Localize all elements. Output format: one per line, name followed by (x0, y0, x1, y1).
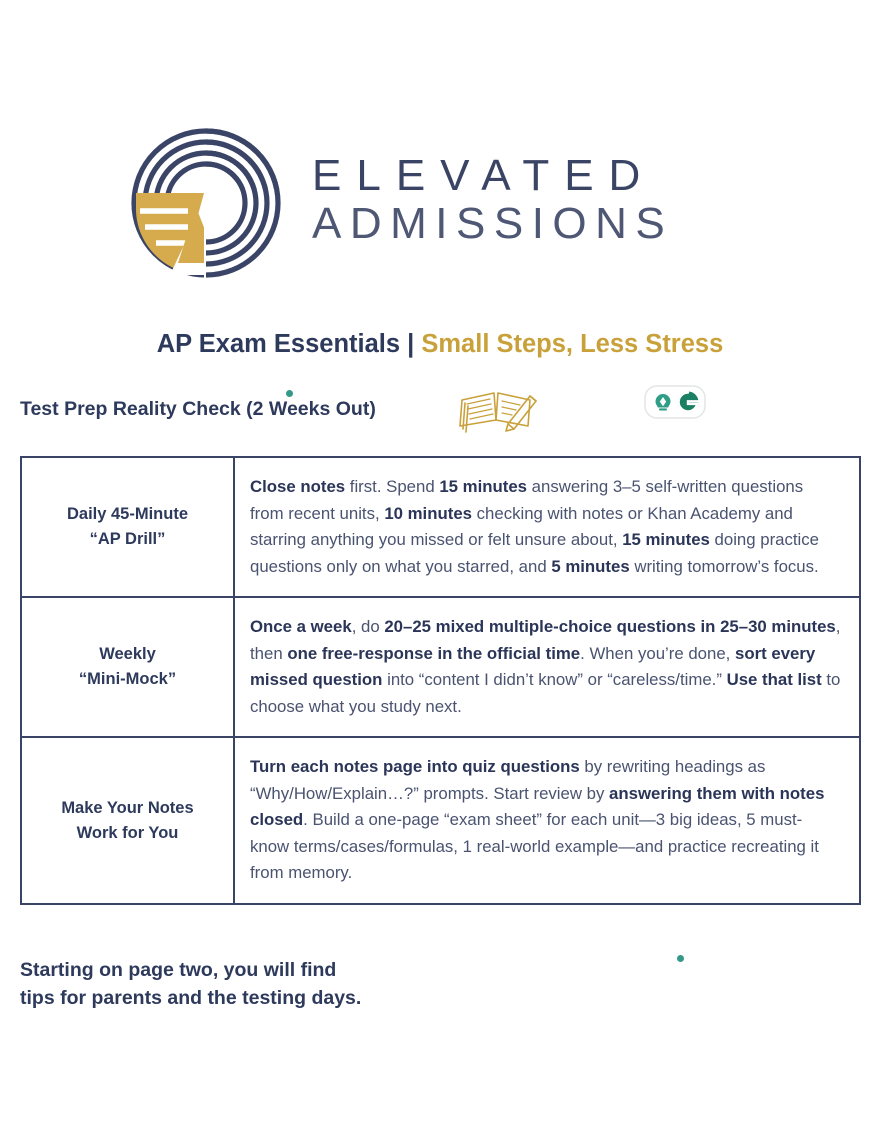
teal-dot-marker (677, 955, 684, 962)
table-row (22, 458, 859, 598)
wordmark-elevated: ELEVATED (312, 150, 656, 200)
brand-logo (126, 118, 766, 288)
table-row-label-line1: Daily 45-Minute (66, 505, 189, 524)
open-book-pencil-icon (450, 380, 546, 436)
table-row (22, 598, 859, 738)
page-title (0, 330, 880, 359)
table-row-body: Close notes first. Spend 15 minutes answering 3–5 self-written questions from recent units, 10 minutes checking with notes or Khan Academy and starring anything you missed or felt unsure about, 15 minutes doing practice questions only on what you starred, and 5 minutes writing tomorrow’s focus. (250, 477, 820, 576)
page-title-sub: Small Steps, Less Stress (421, 330, 724, 358)
section-subheading: Test Prep Reality Check (2 Weeks Out) (20, 398, 376, 420)
table-row-label (22, 598, 235, 736)
table-row-label (22, 738, 235, 903)
footer-note-line2: tips for parents and the testing days. (20, 987, 362, 1010)
brand-wordmark (312, 152, 673, 255)
table-row-label-line2: “Mini-Mock” (78, 670, 177, 689)
table-row-label (22, 458, 235, 596)
table-row-label-line1: Make Your Notes (61, 798, 194, 817)
table-row-label-line2: Work for You (76, 823, 179, 842)
page-title-main: AP Exam Essentials | (156, 330, 415, 358)
table-row-body: Turn each notes page into quiz questions by rewriting headings as “Why/How/Explain…?” prompts. Start review by answering them with notes closed. Build a one-page “exam sheet” for each unit—3 big ideas, 5 must-know terms/cases/formulas, 1 real-world example—and practice recreating it from memory. (250, 757, 825, 883)
section-subheading-row (20, 396, 860, 440)
table-row-label-line1: Weekly (99, 645, 156, 664)
grammarly-widget[interactable] (644, 385, 706, 419)
wordmark-admissions: ADMISSIONS (312, 199, 674, 249)
footer-note (20, 956, 620, 1013)
footer-note-line1: Starting on page two, you will find (20, 959, 337, 981)
teal-dot-marker (286, 390, 293, 397)
elevated-admissions-logo-mark (126, 123, 286, 283)
table-row-body: Once a week, do 20–25 mixed multiple-choice questions in 25–30 minutes, then one free-response in the official time. When you’re done, sort every missed question into “content I didn’t know” or “careless/time.” Use that list to choose what you study next. (250, 617, 841, 716)
table-row-label-line2: “AP Drill” (89, 530, 166, 549)
strategy-table (20, 456, 861, 905)
table-row (22, 738, 859, 903)
